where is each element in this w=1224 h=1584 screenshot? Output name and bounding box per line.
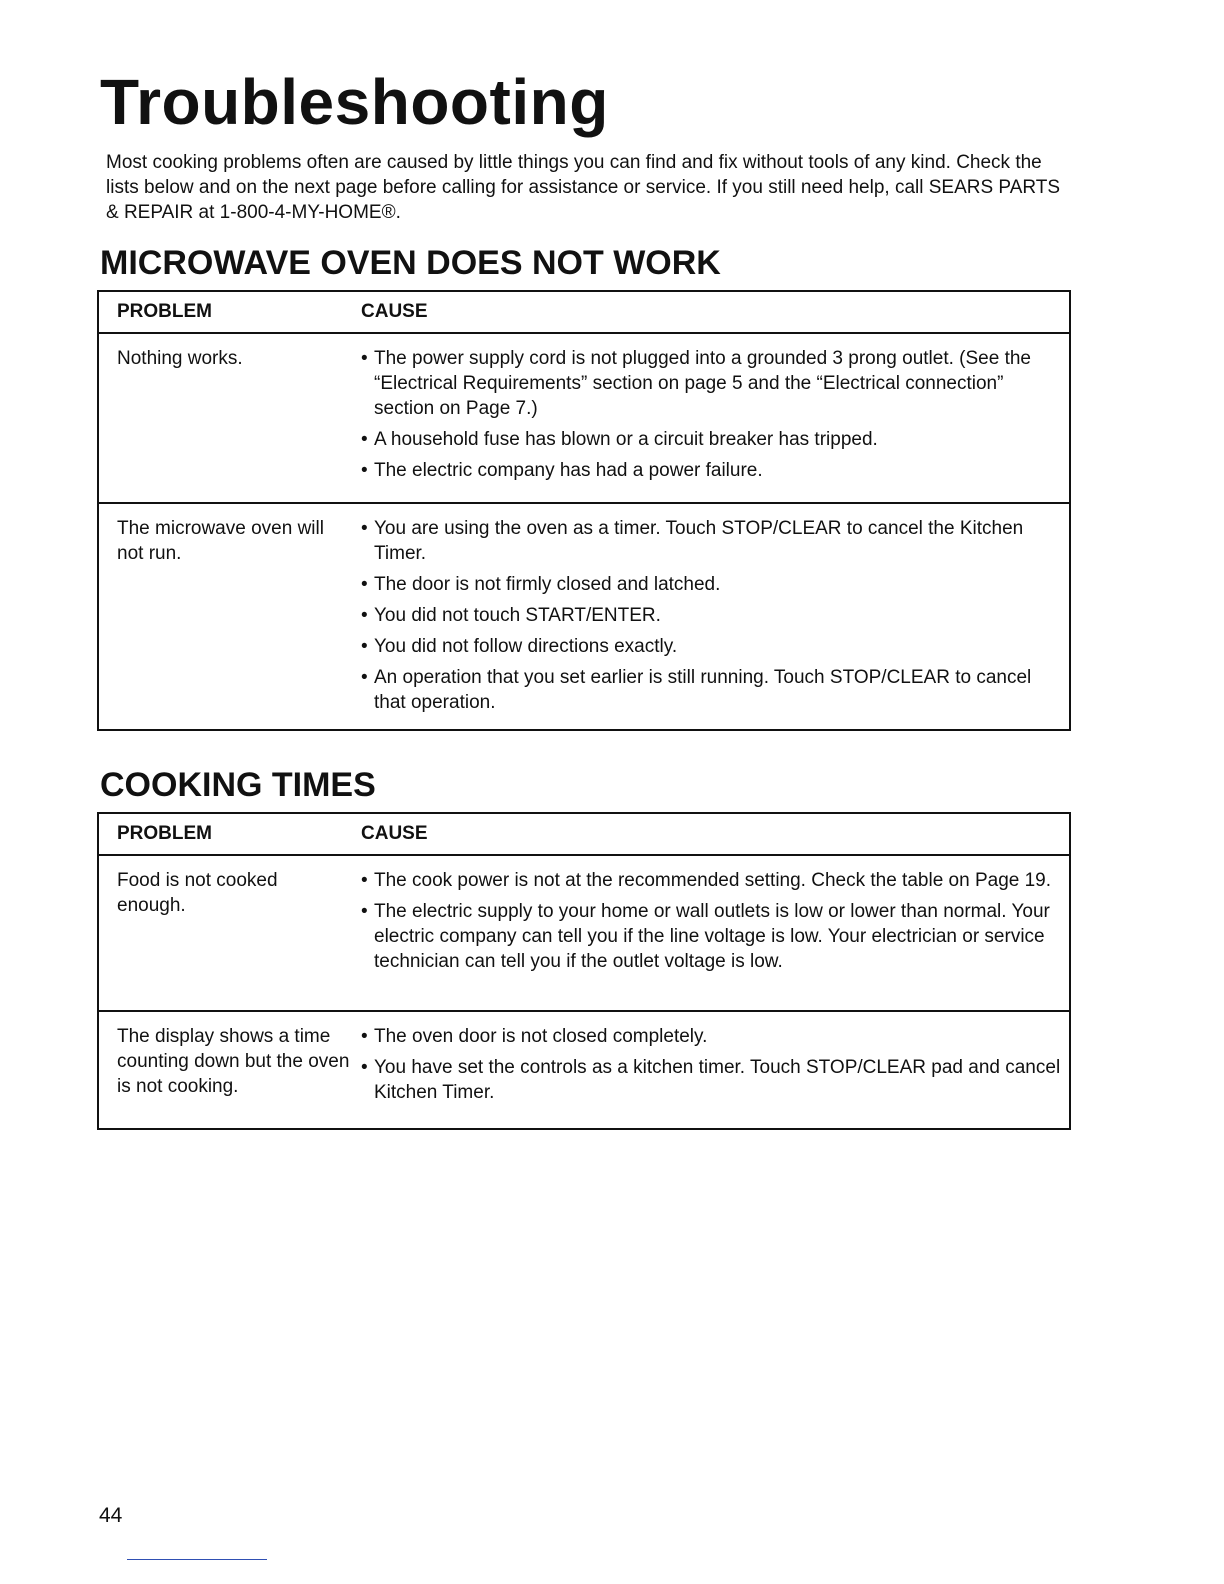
bullet-icon: • (361, 636, 368, 657)
column-header-problem: PROBLEM (98, 291, 361, 333)
list-item: • The cook power is not at the recommended setting. Check the table on Page 19. (361, 870, 1052, 891)
bullet-icon: • (361, 518, 368, 539)
list-item: • The electric company has had a power failure. (361, 460, 763, 481)
table-row (98, 503, 1070, 730)
cause-list (361, 346, 1063, 483)
cause-cell (361, 503, 1070, 730)
list-item: • You have set the controls as a kitchen timer. Touch STOP/CLEAR pad and cancel Kitchen Timer. (361, 1057, 1061, 1103)
table-row (98, 855, 1070, 1011)
bullet-icon: • (361, 1026, 368, 1047)
cause-list (361, 516, 1063, 715)
bullet-icon: • (361, 574, 368, 595)
problem-cell: The microwave oven will not run. (98, 503, 361, 730)
column-header-cause: CAUSE (361, 291, 1070, 333)
column-header-problem: PROBLEM (98, 813, 361, 855)
footer-divider (127, 1559, 267, 1560)
problem-cell: Food is not cooked enough. (117, 870, 278, 916)
troubleshooting-table-cooking-times (97, 812, 1071, 1130)
page-number: 44 (99, 1504, 123, 1527)
cause-cell (361, 333, 1070, 503)
section-title-oven-does-not-work: MICROWAVE OVEN DOES NOT WORK (100, 244, 721, 282)
table-header-row (98, 291, 1070, 333)
bullet-icon: • (361, 870, 368, 891)
list-item: • You did not touch START/ENTER. (361, 605, 661, 626)
bullet-icon: • (361, 901, 368, 922)
list-item: • You did not follow directions exactly. (361, 636, 678, 657)
list-item: • The electric supply to your home or wall outlets is low or lower than normal. Your electric company can tell you if the line voltage is low. Your electrician or service technician can tell you if the outlet voltage is low. (361, 901, 1050, 972)
cause-list (361, 1024, 1063, 1105)
bullet-icon: • (361, 460, 368, 481)
bullet-icon: • (361, 348, 368, 369)
section-title-cooking-times: COOKING TIMES (100, 766, 376, 804)
bullet-icon: • (361, 605, 368, 626)
list-item: • The oven door is not closed completely. (361, 1026, 708, 1047)
table-row (98, 1011, 1070, 1129)
intro-paragraph: Most cooking problems often are caused by little things you can find and fix without tools of any kind. Check the lists below and on the next page before calling for assistance or service. If you still need help, call SEARS PARTS & REPAIR at 1-800-4-MY-HOME®. (106, 152, 1061, 223)
troubleshooting-table-oven-does-not-work (97, 290, 1071, 731)
problem-cell: Nothing works. (117, 348, 243, 369)
list-item: • An operation that you set earlier is still running. Touch STOP/CLEAR to cancel that operation. (361, 667, 1032, 713)
list-item: • You are using the oven as a timer. Touch STOP/CLEAR to cancel the Kitchen Timer. (361, 518, 1024, 564)
problem-cell: The display shows a time counting down but the oven is not cooking. (98, 1011, 361, 1129)
table-row (98, 333, 1070, 503)
cause-cell (361, 1011, 1070, 1129)
bullet-icon: • (361, 429, 368, 450)
column-header-cause: CAUSE (361, 813, 1070, 855)
list-item: • A household fuse has blown or a circuit breaker has tripped. (361, 429, 878, 450)
table-header-row (98, 813, 1070, 855)
cause-list (361, 868, 1063, 974)
bullet-icon: • (361, 1057, 368, 1078)
list-item: • The door is not firmly closed and latched. (361, 574, 721, 595)
list-item: • The power supply cord is not plugged into a grounded 3 prong outlet. (See the “Electrical Requirements” section on page 5 and the “Electrical connection” section on Page 7.) (361, 348, 1031, 419)
page-title: Troubleshooting (100, 66, 609, 138)
cause-cell (361, 855, 1070, 1011)
bullet-icon: • (361, 667, 368, 688)
